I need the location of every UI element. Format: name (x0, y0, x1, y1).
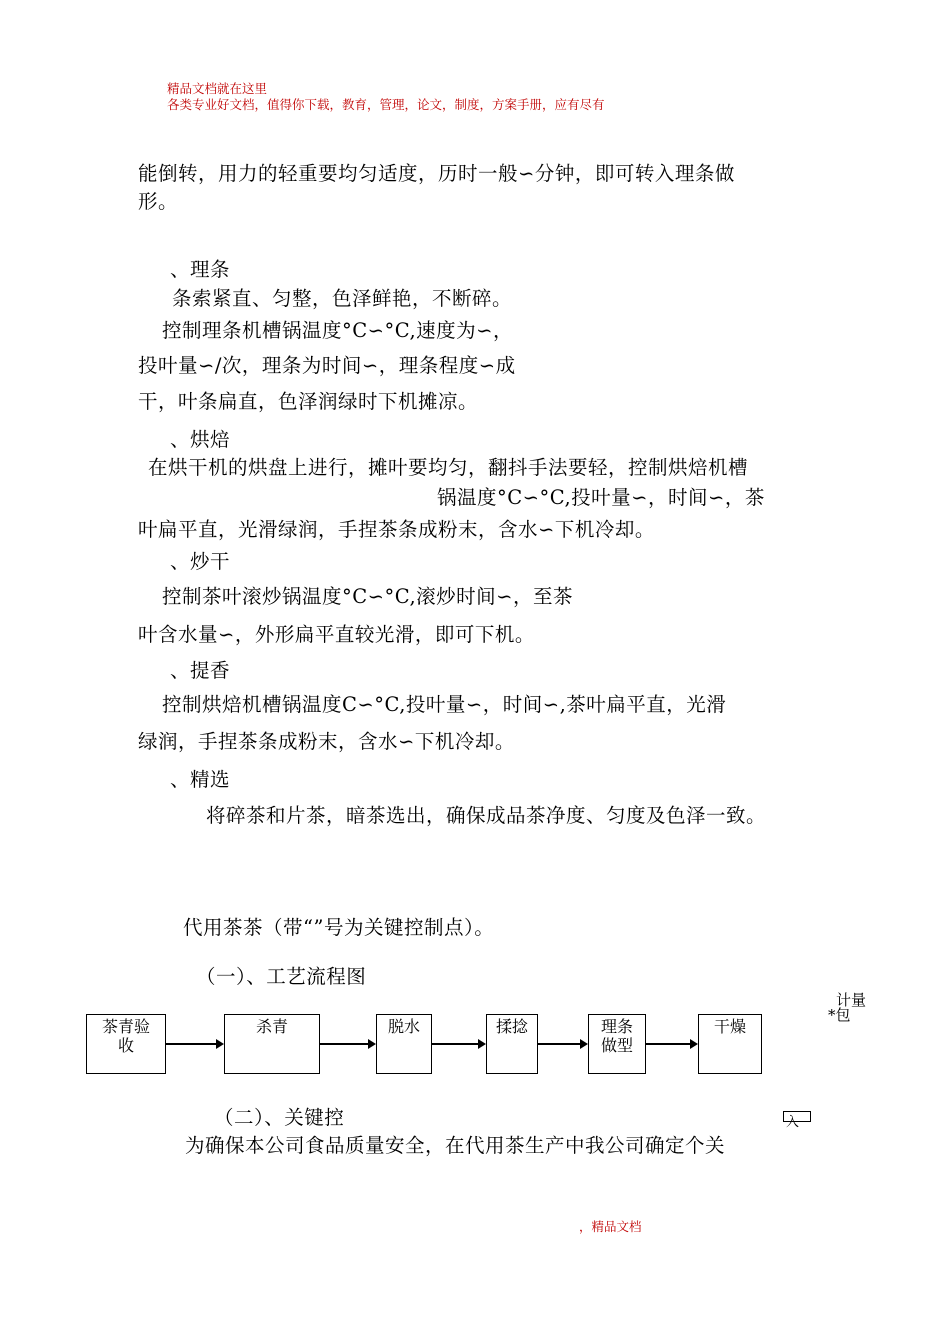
small-marker-box: 入 (783, 1111, 811, 1122)
chaogan-line-2: 叶含水量∽，外形扁平直较光滑，即可下机。 (138, 623, 535, 646)
final-paragraph-line: 为确保本公司食品质量安全，在代用茶生产中我公司确定个关 (185, 1134, 726, 1157)
flow-step-chaqing-yanshou: 茶青验收 (86, 1014, 166, 1074)
flow-arrow-3 (432, 1043, 484, 1045)
section-title-hongbei: 、烘焙 (170, 428, 231, 451)
jingxuan-line-1: 将碎茶和片茶，暗茶选出，确保成品茶净度、匀度及色泽一致。 (206, 804, 767, 827)
flow-step-tuoshui: 脱水 (376, 1014, 432, 1074)
flow-arrow-1 (166, 1043, 222, 1045)
flow-arrow-5 (646, 1043, 696, 1045)
paragraph-intro-line-2: 形。 (138, 190, 179, 213)
flow-side-label-bao: *包 (828, 1006, 851, 1024)
section-title-licao: 、理条 (170, 258, 231, 281)
tixiang-line-1: 控制烘焙机槽锅温度C∽°C,投叶量∽，时间∽,茶叶扁平直，光滑 (162, 693, 727, 716)
flow-arrow-4 (538, 1043, 586, 1045)
guanjian-section-title: （二）、关键控 (214, 1106, 345, 1129)
footer-text: ，精品文档 (579, 1219, 642, 1234)
hongbei-line-2: 锅温度°C∽°C,投叶量∽，时间∽，茶 (437, 486, 765, 509)
flow-step-shaqing: 杀青 (224, 1014, 320, 1074)
gongyi-section-title: （一）、工艺流程图 (196, 965, 367, 988)
licao-line-1: 条索紧直、匀整，色泽鲜艳，不断碎。 (172, 287, 513, 310)
tixiang-line-2: 绿润，手捏茶条成粉末，含水∽下机冷却。 (138, 730, 515, 753)
flow-step-litiao-zuoxing: 理条做型 (588, 1014, 646, 1074)
licao-line-3: 投叶量∽/次，理条为时间∽，理条程度∽成 (138, 354, 516, 377)
chaogan-line-1: 控制茶叶滚炒锅温度°C∽°C,滚炒时间∽，至茶 (162, 585, 574, 608)
section-title-tixiang: 、提香 (170, 659, 231, 682)
licao-line-2: 控制理条机槽锅温度°C∽°C,速度为∽， (162, 319, 514, 342)
hongbei-line-1: 在烘干机的烘盘上进行，摊叶要均匀，翻抖手法要轻，控制烘焙机槽 (148, 456, 749, 479)
paragraph-intro-line-1: 能倒转，用力的轻重要均匀适度，历时一般∽分钟，即可转入理条做 (138, 162, 735, 185)
flow-side-label-jiliang: 计量 (836, 991, 867, 1009)
section-title-jingxuan: 、精选 (170, 768, 231, 791)
header-line-1: 精品文档就在这里 (167, 81, 268, 96)
licao-line-4: 干，叶条扁直，色泽润绿时下机摊凉。 (138, 390, 479, 413)
header-line-2: 各类专业好文档，值得你下载，教育，管理，论文，制度，方案手册，应有尽有 (167, 97, 605, 112)
flow-step-rounian: 揉捻 (486, 1014, 538, 1074)
hongbei-line-3: 叶扁平直，光滑绿润，手捏茶条成粉末，含水∽下机冷却。 (138, 518, 655, 541)
flow-arrow-2 (320, 1043, 374, 1045)
flow-step-ganzao: 干燥 (698, 1014, 762, 1074)
daiyong-heading: 代用茶茶（带“”号为关键控制点）。 (183, 916, 495, 939)
section-title-chaogan: 、炒干 (170, 550, 231, 573)
